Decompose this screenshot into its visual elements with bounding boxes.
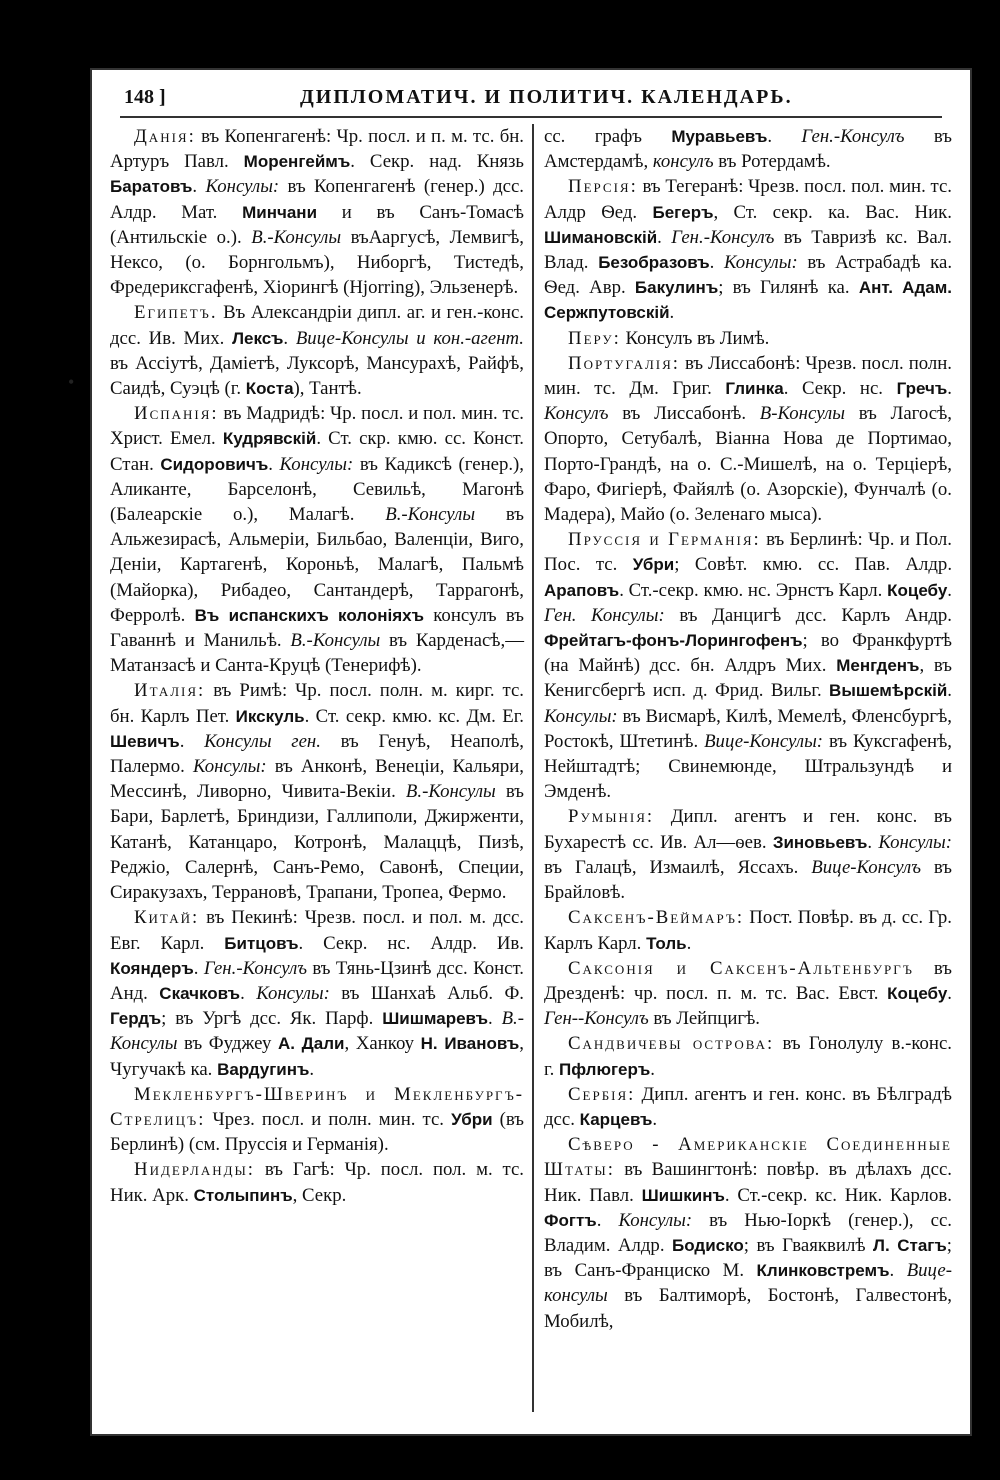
office-title: Консулы: [618,1209,693,1231]
person-name: Гречъ [896,379,948,399]
column-divider [532,124,534,1412]
office-title: Консулы: [279,453,354,475]
person-name: Менгденъ [836,656,920,676]
entry-mecklenburg: Мекленбургъ-Шверинъ и Мекленбургъ-Стрелицъ: Чрез. посл. и полн. мин. тс. Убри (въ Берлинѣ) (см. Пруссія и Германія). [110,1083,524,1156]
person-name: Н. Ивановъ [420,1034,520,1054]
person-name: Клинковстремъ [756,1261,890,1281]
person-name: Бодиско [672,1235,744,1255]
office-title: В.-Консулы [385,504,476,526]
country-name: Мекленбургъ-Шверинъ и Мекленбургъ-Стрелицъ: [110,1083,524,1130]
person-name: Толь [646,933,687,953]
person-name: Араповъ [544,580,620,600]
person-name: Безобразовъ [598,253,710,273]
office-title: Вице-Консулы: [704,730,824,752]
person-name: А. Дали [278,1034,345,1054]
entry-serbia: Сербія: Дипл. агентъ и ген. конс. въ Бѣлградѣ дсс. Карцевъ. [544,1083,952,1130]
country-name: Италія: [134,680,206,702]
office-title: Вице-консулы [544,1260,952,1307]
office-title: Консулы: [544,705,618,727]
office-title: Вице-Консулъ [811,856,921,878]
person-name: Минчани [242,202,318,222]
left-column [110,124,524,1208]
entry-prussia: Пруссія и Германія: въ Берлинѣ: Чр. и Пол. Пос. тс. Убри; Совѣт. кмю. сс. Пав. Алдр. Араповъ. Ст.-секр. кмю. нс. Эрнстъ Карл. Коцебу. Ген. Консулы: въ Данцигѣ дсс. Карлъ Андр. Фрейтагъ-фонъ-Лорингофенъ; во Франкфуртѣ (на Майнѣ) дсс. бн. Алдръ Мих. Менгденъ, въ Кенигсбергѣ исп. д. Фрид. Вильг. Вышемѣрскій. Консулы: въ Висмарѣ, Килѣ, Мемелѣ, Фленсбургѣ, Ростокѣ, Штетинѣ. Вице-Консулы: въ Куксгафенѣ, Нейштадтѣ; Свинемюнде, Штральзундѣ и Эмденѣ. [544,529,953,803]
person-name: Муравьевъ [671,127,768,146]
page-number: 148 ] [124,86,166,108]
person-name: Битцовъ [224,933,299,953]
person-name: Икскуль [235,706,305,726]
person-name: Пфлюгеръ [558,1059,651,1079]
person-name: Бегеръ [652,202,714,222]
country-name: Перу: [568,327,621,349]
country-name: Румынія: [568,806,655,828]
entry-spain: Испанія: въ Мадридѣ: Чр. посл. и пол. мин. тс. Христ. Емел. Кудрявскій. Ст. скр. кмю. сс. Конст. Стан. Сидоровичъ. Консулы: въ Кадиксѣ (генер.), Аликанте, Барселонѣ, Севильѣ, Магонѣ (Балеарскіе о.), Малагѣ. В.-Консулы въ Альжезирасѣ, Альмеріи, Бильбао, Валенціи, Виго, Деніи, Картагенѣ, Короньѣ, Малагѣ, Пальмѣ (Майорка), Рибадео, Сантандерѣ, Таррагонѣ, Ферролѣ. Въ испанскихъ колоніяхъ консулъ въ Гаваннѣ и Манильѣ. В.-Консулы въ Карденасѣ,—Матанзасѣ и Санта-Круцѣ (Тенерифѣ). [110,403,525,677]
office-title: Консулы: [192,756,267,778]
person-name: Коцебу [887,580,948,600]
person-name: Фрейтагъ-фонъ-Лорингофенъ [544,631,803,651]
person-name: Моренгеймъ [243,152,351,172]
person-name: Ант. Адам. Сержпутовскій [544,278,952,323]
office-title: Консулы: [256,982,330,1004]
office-title: Консулы: [724,252,798,274]
entry-sandwich-islands: Сандвичевы острова: въ Гонолулу в.-конс. г. Пфлюгеръ. [544,1033,952,1080]
office-title: Консулы: [878,831,953,853]
country-name: Сѣверо - Американскіе Соединенные Штаты: [544,1134,952,1181]
country-name: Сандвичевы острова: [568,1033,775,1055]
entry-saxony: Саксонія и Саксенъ-Альтенбургъ въ Дрезденѣ: чр. посл. п. м. тс. Вас. Евст. Коцебу. Ген--Консулъ въ Лейпцигѣ. [544,957,952,1030]
person-name: Бакулинъ [634,278,719,298]
person-name: Сидоровичъ [160,454,269,474]
office-title: Консулы: [205,176,280,198]
person-name: Лексъ [232,328,284,348]
entry-romania: Румынія: Дипл. агентъ и ген. конс. въ Бухарестѣ сс. Ив. Ал—ѳев. Зиновьевъ. Консулы: въ Галацѣ, Измаилѣ, Яссахъ. Вице-Консулъ въ Брайловѣ. [544,806,953,904]
person-name: Глинка [725,379,784,399]
country-name: Пруссія и Германія: [568,529,761,551]
country-name: Китай: [134,907,200,929]
person-name: Вышемѣрскій [829,681,948,701]
person-name: Скачковъ [159,983,241,1003]
person-name: Карцевъ [579,1109,653,1129]
office-title: Вице-Консулы и кон.-агент. [295,327,524,349]
entry-egypt: Египетъ. Въ Александріи дипл. аг. и ген.-конс. дсс. Ив. Мих. Лексъ. Вице-Консулы и кон.-агент. въ Ассіутѣ, Даміетѣ, Луксорѣ, Мансурахѣ, Райфѣ, Саидѣ, Суэцѣ (г. Коста), Тантѣ. [110,302,524,400]
country-name: Саксенъ-Веймаръ: [568,907,745,929]
person-name: Убри [451,1109,493,1129]
person-name: Кудрявскій [222,429,317,449]
person-name: Вардугинъ [217,1059,310,1079]
office-title: В.-Консулы [251,226,342,248]
office-title: В.-Консулы [110,1008,524,1055]
country-name: Египетъ. [134,302,218,324]
entry-dania: Данія: въ Копенгагенѣ: Чр. посл. и п. м. тс. бн. Артуръ Павл. Моренгеймъ. Секр. над. Князь Баратовъ. Консулы: въ Копенгагенѣ (генер.) дсс. Алдр. Мат. Минчани и въ Санъ-Томасѣ (Антильскіе о.). В.-Консулы въАаргусѣ, Лемвигѣ, Нексо, (о. Борнгольмъ), Ниборгѣ, Тистедѣ, Фредериксгафенѣ, Хіорингѣ (Hjorring), Эльзенерѣ. [110,126,524,299]
bold-phrase: Въ испанскихъ колоніяхъ [194,605,424,625]
country-name: Нидерланды: [134,1159,256,1181]
country-name: Саксонія и Саксенъ-Альтенбургъ [568,957,914,979]
entry-portugal: Португалія: въ Лиссабонѣ: Чрезв. посл. полн. мин. тс. Дм. Григ. Глинка. Секр. нс. Гречъ. Консулъ въ Лиссабонѣ. В-Консулы въ Лагосѣ, Опорто, Сетубалѣ, Віанна Нова де Портимао, Порто-Грандѣ, на о. С.-Мишелѣ, на о. Терціерѣ, Фаро, Фигіерѣ, Файялѣ (о. Азорскіе), Фунчалѣ (о. Мадера), Майо (о. Зеленаго мыса). [544,352,952,526]
person-name: Фогтъ [544,1210,597,1230]
office-title: В.-Консулы [405,781,496,803]
country-name: Данія: [134,126,196,147]
office-title: В.-Консулы [290,630,381,652]
entry-peru: Перу: Консулъ въ Лимѣ. [568,327,770,349]
entry-saxe-weimar: Саксенъ-Веймаръ: Пост. Повѣр. въ д. сс. Гр. Карлъ Карл. Толь. [544,907,952,954]
right-column [544,124,952,1334]
book-page [90,68,972,1436]
country-name: Персія: [568,176,638,198]
country-name: Португалія: [568,352,681,374]
entry-netherlands: Нидерланды: въ Гагѣ: Чр. посл. пол. м. тс. Ник. Арк. Столыпинъ, Секр. [110,1159,524,1206]
person-name: Баратовъ [110,177,193,197]
office-title: Ген.-Консулъ [801,126,905,147]
page-title: ДИПЛОМАТИЧ. И ПОЛИТИЧ. КАЛЕНДАРЬ. [300,86,793,108]
office-title: консулъ [652,151,714,173]
running-header [120,84,942,118]
office-title: Консулы ген. [204,730,321,752]
header-rule [120,116,942,118]
person-name: Шишкинъ [641,1185,725,1205]
office-title: В-Консулы [759,403,845,425]
office-title: Ген--Консулъ [544,1008,649,1030]
person-name: Шевичъ [110,731,180,751]
office-title: Ген. Консулы: [544,604,665,626]
person-name: Шимановскій [544,227,658,247]
entry-usa: Сѣверо - Американскіе Соединенные Штаты: въ Вашингтонѣ: повѣр. въ дѣлахъ дсс. Ник. Павл. Шишкинъ. Ст.-секр. кс. Ник. Карлов. Фогтъ. Консулы: въ Нью-Іоркѣ (генер.), сс. Владим. Алдр. Бодиско; въ Гваяквилѣ Л. Стагъ; въ Санъ-Франциско М. Клинковстремъ. Вице-консулы въ Балтиморѣ, Бостонѣ, Галвестонѣ, Мобилѣ, [544,1134,952,1332]
margin-mark: • [68,372,75,392]
person-name: Убри [632,555,675,575]
office-title: Ген.-Консулъ [203,957,308,979]
office-title: Ген.-Консулъ [671,226,775,248]
person-name: Коста [245,379,294,399]
entry-persia: Персія: въ Тегеранѣ: Чрезв. посл. пол. мин. тс. Алдр Ѳед. Бегеръ, Ст. секр. ка. Вас. Ник. Шимановскій. Ген.-Консулъ въ Тавризѣ кс. Вал. Влад. Безобразовъ. Консулы: въ Астрабадѣ ка. Ѳед. Авр. Бакулинъ; въ Гилянѣ ка. Ант. Адам. Сержпутовскій. [544,176,953,324]
person-name: Зиновьевъ [772,832,868,852]
person-name: Шишмаревъ [382,1009,488,1029]
person-name: Кояндеръ [110,958,194,978]
country-name: Испанія: [134,403,219,425]
entry-italy: Италія: въ Римѣ: Чр. посл. полн. м. кирг. тс. бн. Карлъ Пет. Икскуль. Ст. секр. кмю. кс. Дм. Ег. Шевичъ. Консулы ген. въ Генуѣ, Неаполѣ, Палермо. Консулы: въ Анконѣ, Венеціи, Кальяри, Мессинѣ, Ливорно, Чивита-Векіи. В.-Консулы въ Бари, Барлетѣ, Бриндизи, Галлиполи, Джирженти, Катанѣ, Катанцаро, Котронѣ, Малаццѣ, Пизѣ, Реджіо, Салернѣ, Санъ-Ремо, Савонѣ, Специи, Сиракузахъ, Террановѣ, Трапани, Тропеа, Фермо. [110,680,524,904]
person-name: Гердъ [110,1009,162,1029]
person-name: Л. Стагъ [873,1235,947,1255]
entry-netherlands-continued: сс. графъ Муравьевъ. Ген.-Консулъ въ Амстердамѣ, консулъ въ Ротердамѣ. [544,126,953,173]
country-name: Сербія: [568,1083,636,1105]
person-name: Столыпинъ [193,1185,293,1205]
person-name: Коцебу [887,983,948,1003]
office-title: Консулъ [544,403,609,425]
entry-china: Китай: въ Пекинѣ: Чрезв. посл. и пол. м. дсс. Евг. Карл. Битцовъ. Секр. нс. Алдр. Ив. Кояндеръ. Ген.-Консулъ въ Тянь-Цзинѣ дсс. Конст. Анд. Скачковъ. Консулы: въ Шанхаѣ Альб. Ф. Гердъ; въ Ургѣ дсс. Як. Парф. Шишмаревъ. В.-Консулы въ Фуджеу А. Дали, Ханкоу Н. Ивановъ, Чугучакѣ ка. Вардугинъ. [110,907,525,1080]
